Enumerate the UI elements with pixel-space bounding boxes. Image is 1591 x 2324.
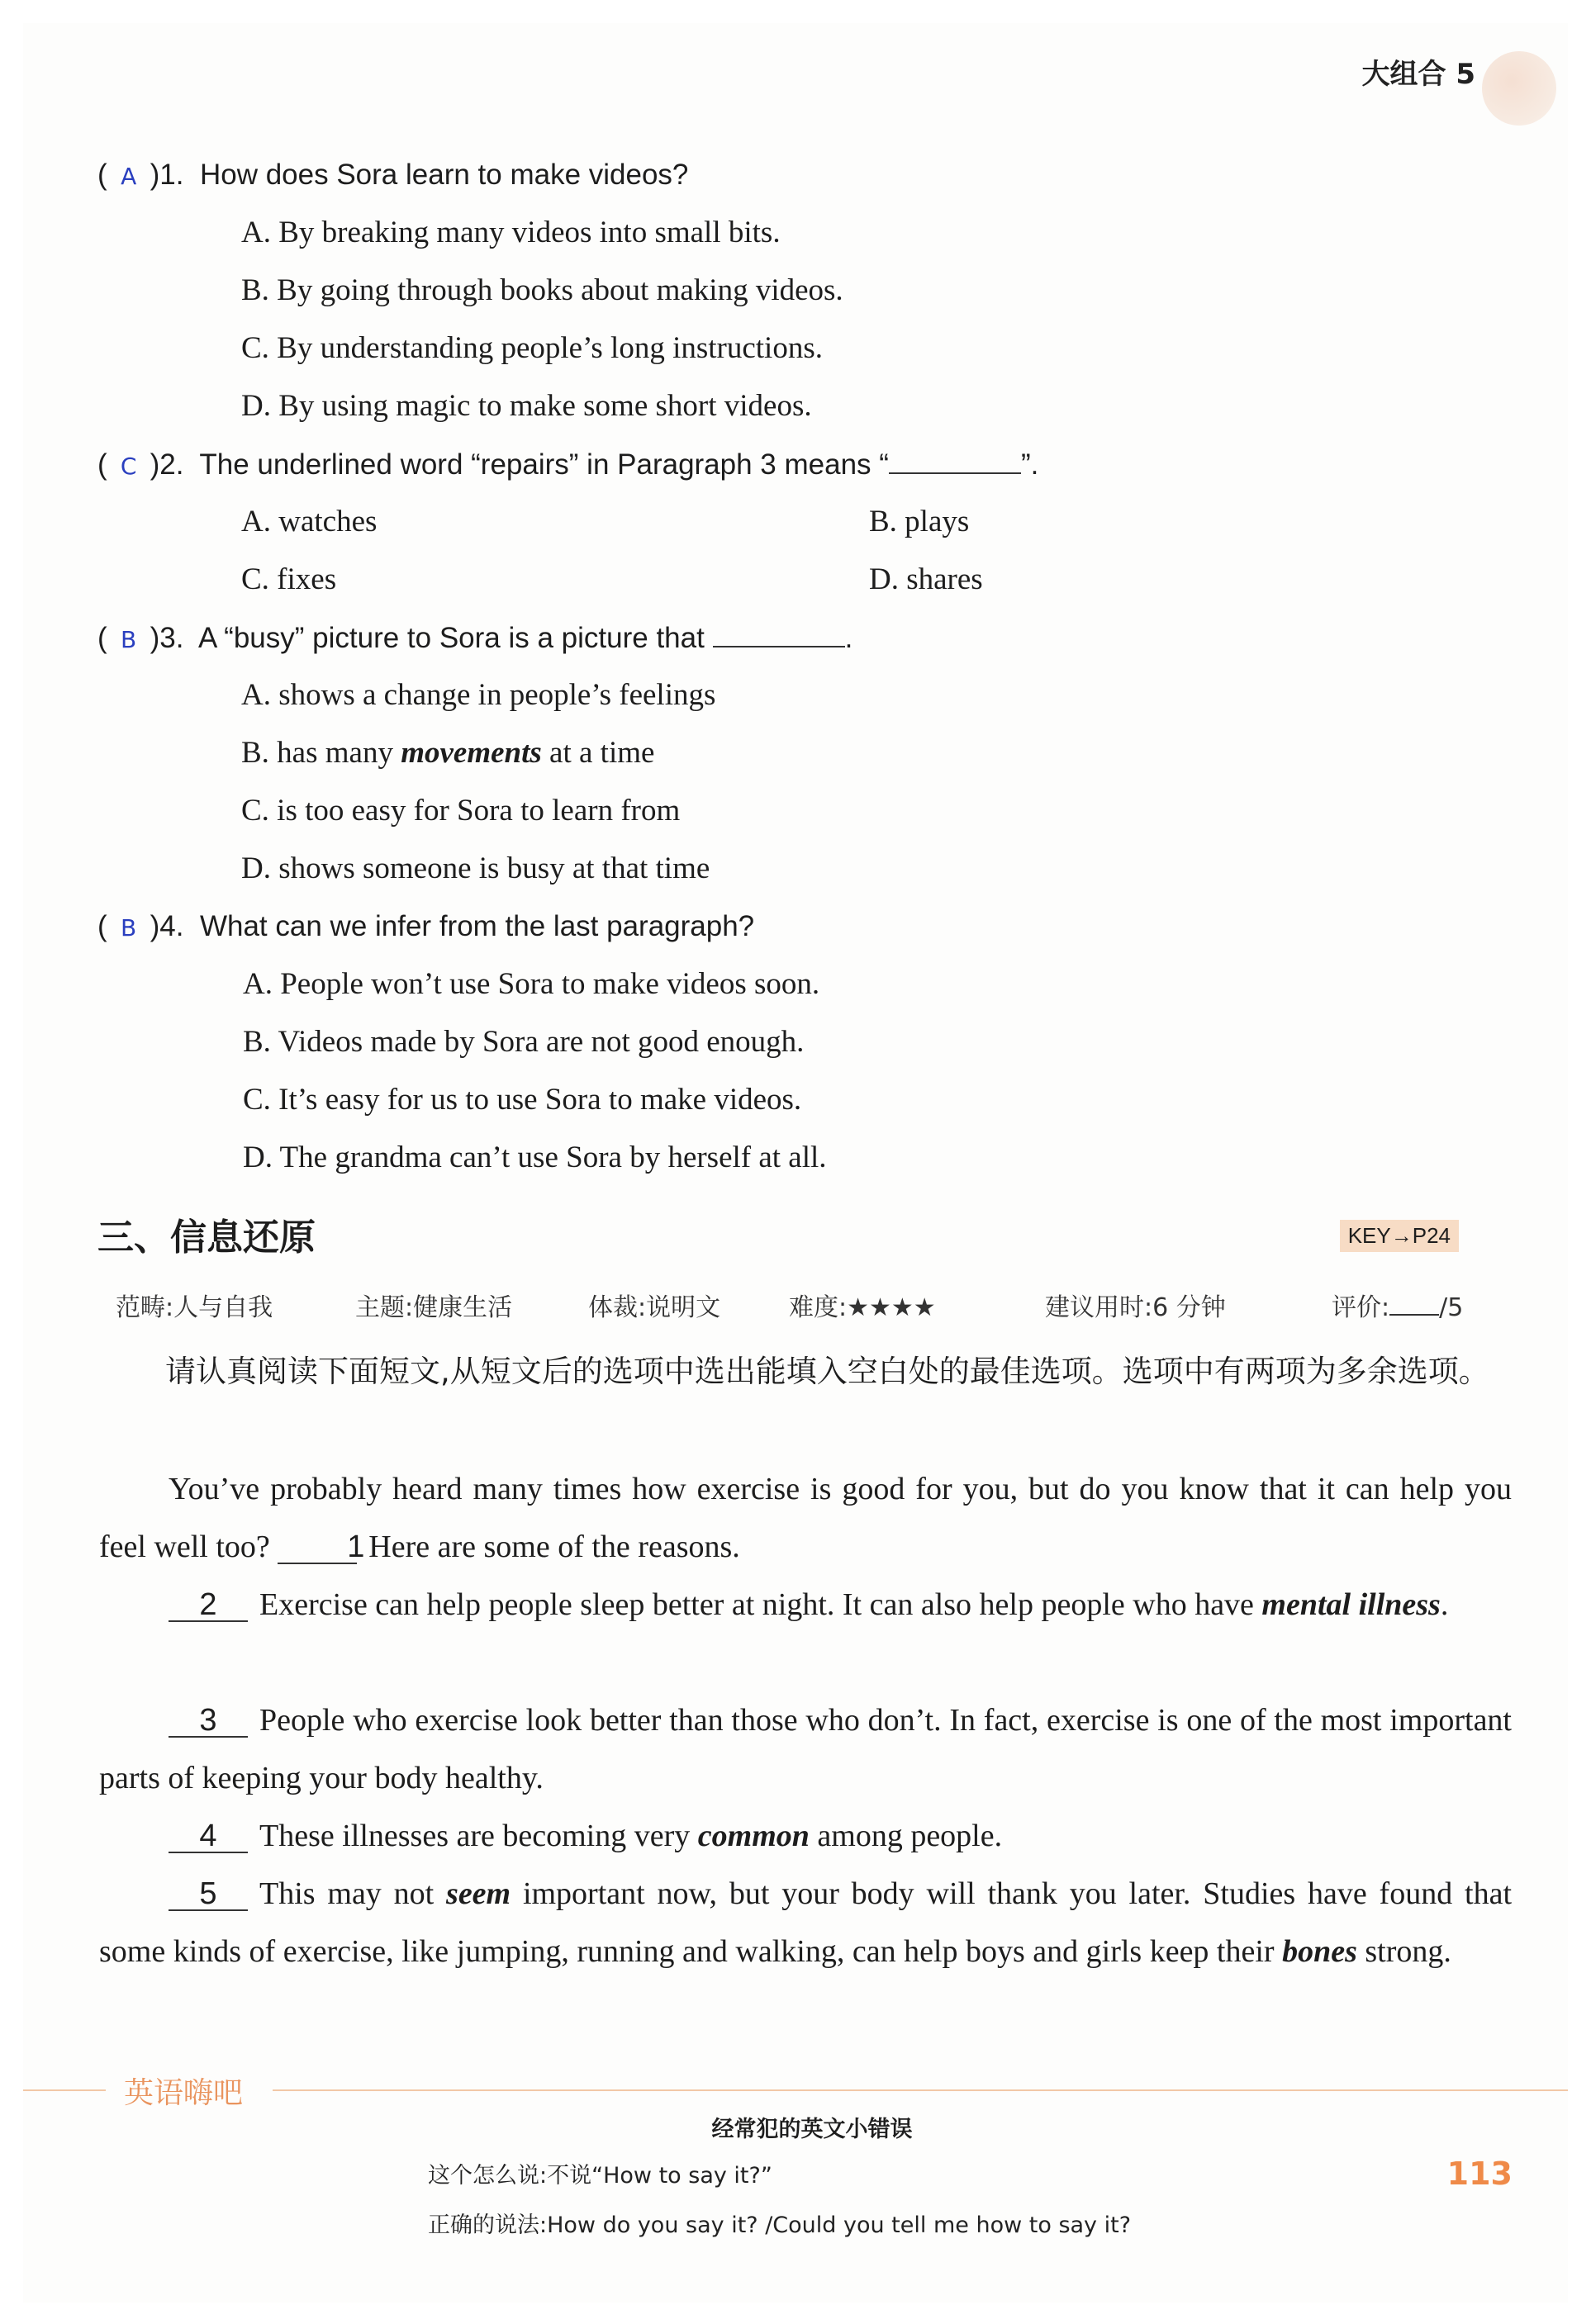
tip-wrong: 这个怎么说:不说“How to say it?”	[428, 2163, 772, 2189]
meta-scope: 范畴:人与自我	[116, 1293, 273, 1322]
passage-text: People who exercise look better than those who don’t. In fact, exercise is one of the most important parts of keeping your body healthy.	[99, 1703, 1512, 1795]
option: B. Videos made by Sora are not good enough.	[243, 1025, 805, 1059]
meta-time: 建议用时:6 分钟	[1045, 1293, 1226, 1322]
passage-keyword: seem	[446, 1876, 511, 1911]
paren-open: (	[97, 910, 107, 942]
question-text-end: .	[844, 622, 853, 654]
answer-mark: C	[120, 453, 137, 480]
meta-genre: 体裁:说明文	[588, 1293, 721, 1322]
meta-rating	[1332, 1287, 1463, 1323]
option	[241, 735, 654, 771]
passage-paragraph-4	[99, 1807, 1512, 1865]
passage-text: These illnesses are becoming very	[259, 1819, 691, 1853]
answer-mark: B	[121, 626, 137, 653]
option-text: at a time	[549, 736, 655, 770]
paren-open: (	[97, 622, 107, 654]
decorative-seal-icon	[1482, 51, 1556, 126]
passage-text: among people.	[817, 1819, 1003, 1853]
section-title: 三、信息还原	[97, 1217, 316, 1259]
answer-mark: A	[121, 163, 137, 190]
option: B. plays	[869, 505, 970, 538]
rating-label: 评价:	[1332, 1293, 1390, 1322]
passage-paragraph-3	[99, 1691, 1512, 1807]
option: B. By going through books about making videos.	[241, 273, 843, 307]
footer-divider	[23, 2089, 106, 2091]
question-number: )4.	[150, 910, 184, 942]
passage-paragraph-1	[99, 1460, 1512, 1576]
paren-open: (	[97, 448, 107, 481]
question-3	[97, 621, 852, 655]
passage-text: important now, but your body will thank you later. Studies have found that some kinds of exercise, like jumping, running and walking, can help boys and girls keep their	[99, 1876, 1513, 1969]
passage-keyword: mental illness	[1261, 1587, 1441, 1622]
passage-text: This may not	[259, 1876, 435, 1911]
section-tag: 大组合 5	[1361, 58, 1475, 91]
footer-divider	[273, 2089, 1568, 2091]
rating-total: /5	[1439, 1293, 1464, 1322]
option: A. shows a change in people’s feelings	[241, 678, 716, 712]
answer-blank	[889, 448, 1021, 474]
option: C. is too easy for Sora to learn from	[241, 794, 681, 828]
passage-keyword: common	[697, 1819, 810, 1853]
blank-number: 2	[169, 1589, 248, 1622]
passage-paragraph-5	[99, 1865, 1512, 1980]
question-text: The underlined word “repairs” in Paragraph 3 means “	[199, 448, 889, 481]
passage-text: strong.	[1365, 1934, 1451, 1969]
option: A. People won’t use Sora to make videos soon.	[243, 967, 820, 1001]
option: A. watches	[241, 505, 378, 538]
question-text: What can we infer from the last paragraph?	[199, 910, 755, 942]
question-4	[97, 910, 754, 943]
tip-right: 正确的说法:How do you say it? /Could you tell me how to say it?	[428, 2213, 1132, 2238]
passage-text: Exercise can help people sleep better at night. It can also help people who have	[259, 1587, 1254, 1622]
option: C. By understanding people’s long instructions.	[241, 331, 823, 365]
paren-open: (	[97, 159, 107, 191]
option: D. By using magic to make some short videos.	[241, 389, 812, 423]
answer-blank	[713, 621, 845, 647]
passage-text: Here are some of the reasons.	[368, 1530, 740, 1564]
answer-mark: B	[121, 914, 137, 941]
blank-number: 4	[169, 1820, 248, 1853]
passage-text: .	[1440, 1587, 1449, 1622]
passage-text: You’ve probably heard many times how exercise is good for you, but do you know that it can help you feel well too?	[99, 1472, 1512, 1564]
meta-difficulty: 难度:★★★★	[789, 1293, 936, 1322]
question-2	[97, 448, 1038, 481]
footer-label: 英语嗨吧	[124, 2076, 244, 2110]
question-1	[97, 159, 688, 192]
option-text: B. has many	[241, 736, 393, 770]
passage-paragraph-2	[99, 1576, 1512, 1634]
question-number: )2.	[150, 448, 184, 481]
question-text-end: ”.	[1020, 448, 1039, 481]
blank-number: 3	[169, 1705, 248, 1738]
instruction: 请认真阅读下面短文,从短文后的选项中选出能填入空白处的最佳选项。选项中有两项为多余选项。	[165, 1354, 1489, 1389]
option: C. It’s easy for us to use Sora to make videos.	[243, 1083, 802, 1117]
answer-key-ref: KEY→P24	[1340, 1220, 1459, 1252]
question-number: )1.	[150, 159, 184, 191]
question-text: A “busy” picture to Sora is a picture that	[198, 622, 705, 654]
rating-blank	[1389, 1294, 1439, 1316]
meta-theme: 主题:健康生活	[355, 1293, 513, 1322]
question-text: How does Sora learn to make videos?	[199, 159, 689, 191]
option: A. By breaking many videos into small bits.	[241, 216, 781, 249]
option: D. shares	[869, 562, 983, 596]
tip-title: 经常犯的英文小错误	[711, 2117, 913, 2142]
option: D. The grandma can’t use Sora by herself at all.	[243, 1141, 827, 1174]
page-number: 113	[1446, 2156, 1513, 2192]
option: C. fixes	[241, 562, 337, 596]
blank-number: 1	[278, 1531, 357, 1564]
blank-number: 5	[169, 1878, 248, 1911]
option: D. shows someone is busy at that time	[241, 851, 710, 885]
question-number: )3.	[150, 622, 184, 654]
passage-keyword: bones	[1282, 1934, 1357, 1969]
option-keyword: movements	[401, 736, 542, 770]
